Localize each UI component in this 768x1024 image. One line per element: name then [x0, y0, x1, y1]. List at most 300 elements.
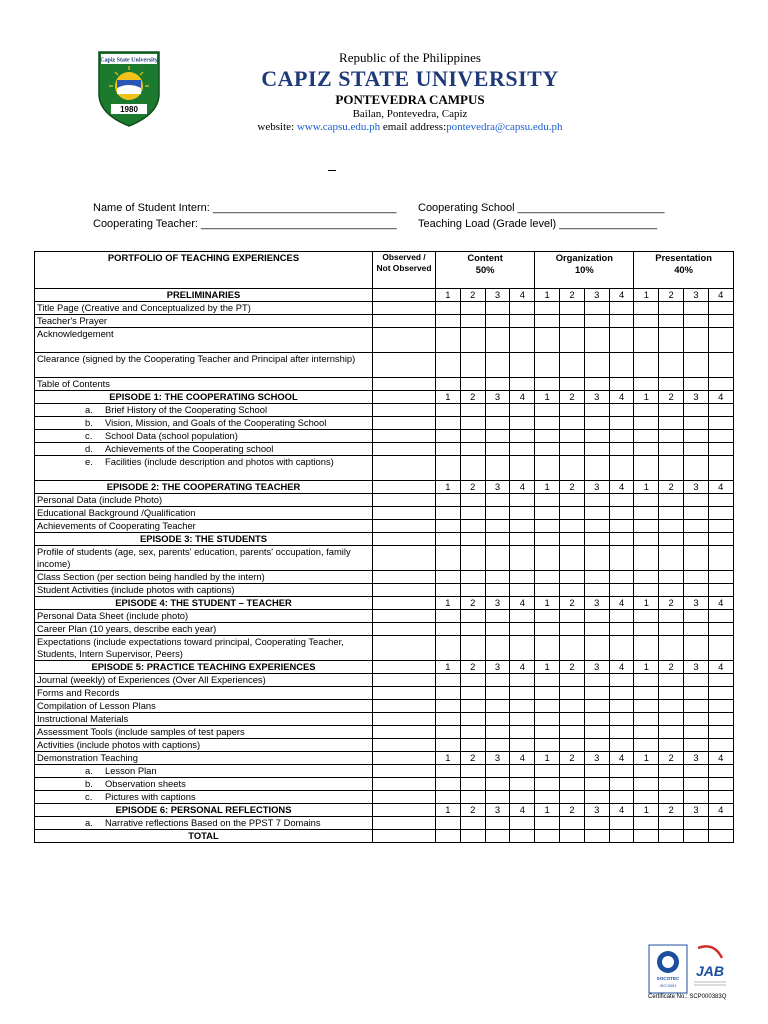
score-cell[interactable] [485, 443, 510, 456]
score-cell[interactable] [609, 791, 634, 804]
score-cell[interactable] [510, 584, 535, 597]
score-cell[interactable] [560, 507, 585, 520]
score-cell[interactable] [708, 546, 733, 571]
score-cell[interactable] [485, 778, 510, 791]
score-cell[interactable] [460, 571, 485, 584]
score-cell[interactable] [460, 830, 485, 843]
observed-cell[interactable] [373, 302, 436, 315]
observed-cell[interactable] [373, 507, 436, 520]
score-cell[interactable] [584, 830, 609, 843]
score-cell[interactable] [560, 571, 585, 584]
score-cell[interactable] [684, 533, 709, 546]
observed-cell[interactable] [373, 378, 436, 391]
score-cell[interactable] [634, 739, 659, 752]
score-cell[interactable] [560, 533, 585, 546]
score-cell[interactable] [535, 713, 560, 726]
score-cell[interactable] [634, 687, 659, 700]
observed-cell[interactable] [373, 494, 436, 507]
score-cell[interactable] [560, 726, 585, 739]
score-cell[interactable] [436, 520, 461, 533]
score-cell[interactable] [584, 315, 609, 328]
cooperating-school-field[interactable]: Cooperating School ________________________ [418, 202, 665, 214]
score-cell[interactable] [460, 546, 485, 571]
score-cell[interactable] [634, 571, 659, 584]
score-cell[interactable] [609, 507, 634, 520]
website-link[interactable]: www.capsu.edu.ph [296, 121, 381, 133]
score-cell[interactable] [609, 687, 634, 700]
score-cell[interactable] [560, 443, 585, 456]
score-cell[interactable] [708, 791, 733, 804]
score-cell[interactable] [560, 546, 585, 571]
observed-cell[interactable] [373, 597, 436, 610]
score-cell[interactable] [584, 726, 609, 739]
score-cell[interactable] [460, 302, 485, 315]
score-cell[interactable] [460, 778, 485, 791]
score-cell[interactable] [584, 674, 609, 687]
score-cell[interactable] [584, 791, 609, 804]
score-cell[interactable] [684, 713, 709, 726]
score-cell[interactable] [485, 546, 510, 571]
score-cell[interactable] [659, 584, 684, 597]
score-cell[interactable] [708, 817, 733, 830]
observed-cell[interactable] [373, 817, 436, 830]
score-cell[interactable] [510, 404, 535, 417]
score-cell[interactable] [485, 636, 510, 661]
score-cell[interactable] [659, 636, 684, 661]
score-cell[interactable] [485, 315, 510, 328]
score-cell[interactable] [560, 456, 585, 481]
score-cell[interactable] [609, 546, 634, 571]
score-cell[interactable] [609, 494, 634, 507]
score-cell[interactable] [460, 533, 485, 546]
score-cell[interactable] [708, 610, 733, 623]
score-cell[interactable] [560, 778, 585, 791]
observed-cell[interactable] [373, 571, 436, 584]
score-cell[interactable] [436, 739, 461, 752]
score-cell[interactable] [460, 315, 485, 328]
score-cell[interactable] [684, 791, 709, 804]
score-cell[interactable] [659, 778, 684, 791]
score-cell[interactable] [460, 739, 485, 752]
score-cell[interactable] [560, 700, 585, 713]
observed-cell[interactable] [373, 315, 436, 328]
score-cell[interactable] [684, 520, 709, 533]
score-cell[interactable] [436, 817, 461, 830]
score-cell[interactable] [659, 533, 684, 546]
score-cell[interactable] [436, 378, 461, 391]
score-cell[interactable] [659, 353, 684, 378]
score-cell[interactable] [584, 378, 609, 391]
score-cell[interactable] [485, 353, 510, 378]
score-cell[interactable] [535, 315, 560, 328]
score-cell[interactable] [510, 494, 535, 507]
score-cell[interactable] [584, 507, 609, 520]
score-cell[interactable] [510, 687, 535, 700]
score-cell[interactable] [535, 494, 560, 507]
score-cell[interactable] [535, 778, 560, 791]
score-cell[interactable] [535, 520, 560, 533]
score-cell[interactable] [659, 726, 684, 739]
score-cell[interactable] [485, 533, 510, 546]
score-cell[interactable] [708, 443, 733, 456]
score-cell[interactable] [634, 443, 659, 456]
score-cell[interactable] [684, 571, 709, 584]
score-cell[interactable] [684, 700, 709, 713]
score-cell[interactable] [609, 456, 634, 481]
observed-cell[interactable] [373, 674, 436, 687]
score-cell[interactable] [460, 520, 485, 533]
score-cell[interactable] [584, 430, 609, 443]
score-cell[interactable] [535, 687, 560, 700]
score-cell[interactable] [510, 328, 535, 353]
score-cell[interactable] [485, 404, 510, 417]
score-cell[interactable] [684, 494, 709, 507]
score-cell[interactable] [560, 830, 585, 843]
score-cell[interactable] [708, 494, 733, 507]
score-cell[interactable] [535, 417, 560, 430]
score-cell[interactable] [684, 636, 709, 661]
score-cell[interactable] [684, 443, 709, 456]
score-cell[interactable] [510, 817, 535, 830]
score-cell[interactable] [684, 315, 709, 328]
score-cell[interactable] [510, 430, 535, 443]
score-cell[interactable] [634, 520, 659, 533]
observed-cell[interactable] [373, 778, 436, 791]
observed-cell[interactable] [373, 417, 436, 430]
score-cell[interactable] [510, 456, 535, 481]
score-cell[interactable] [708, 507, 733, 520]
score-cell[interactable] [436, 328, 461, 353]
score-cell[interactable] [560, 817, 585, 830]
score-cell[interactable] [634, 494, 659, 507]
score-cell[interactable] [659, 687, 684, 700]
score-cell[interactable] [609, 302, 634, 315]
observed-cell[interactable] [373, 726, 436, 739]
score-cell[interactable] [659, 830, 684, 843]
score-cell[interactable] [485, 494, 510, 507]
score-cell[interactable] [708, 404, 733, 417]
score-cell[interactable] [535, 739, 560, 752]
score-cell[interactable] [584, 302, 609, 315]
score-cell[interactable] [684, 726, 709, 739]
score-cell[interactable] [584, 328, 609, 353]
score-cell[interactable] [560, 378, 585, 391]
score-cell[interactable] [485, 456, 510, 481]
score-cell[interactable] [485, 378, 510, 391]
score-cell[interactable] [659, 700, 684, 713]
score-cell[interactable] [708, 739, 733, 752]
score-cell[interactable] [485, 623, 510, 636]
score-cell[interactable] [684, 623, 709, 636]
score-cell[interactable] [708, 328, 733, 353]
score-cell[interactable] [485, 571, 510, 584]
score-cell[interactable] [684, 584, 709, 597]
score-cell[interactable] [708, 456, 733, 481]
score-cell[interactable] [659, 507, 684, 520]
score-cell[interactable] [584, 817, 609, 830]
score-cell[interactable] [708, 636, 733, 661]
score-cell[interactable] [560, 674, 585, 687]
score-cell[interactable] [485, 791, 510, 804]
score-cell[interactable] [510, 302, 535, 315]
score-cell[interactable] [584, 713, 609, 726]
score-cell[interactable] [510, 533, 535, 546]
observed-cell[interactable] [373, 791, 436, 804]
score-cell[interactable] [609, 571, 634, 584]
score-cell[interactable] [560, 494, 585, 507]
score-cell[interactable] [510, 726, 535, 739]
score-cell[interactable] [485, 726, 510, 739]
observed-cell[interactable] [373, 328, 436, 353]
score-cell[interactable] [609, 443, 634, 456]
score-cell[interactable] [436, 353, 461, 378]
observed-cell[interactable] [373, 353, 436, 378]
score-cell[interactable] [659, 302, 684, 315]
observed-cell[interactable] [373, 443, 436, 456]
score-cell[interactable] [659, 430, 684, 443]
score-cell[interactable] [684, 404, 709, 417]
score-cell[interactable] [560, 610, 585, 623]
score-cell[interactable] [436, 302, 461, 315]
score-cell[interactable] [560, 328, 585, 353]
score-cell[interactable] [535, 726, 560, 739]
score-cell[interactable] [460, 623, 485, 636]
score-cell[interactable] [584, 584, 609, 597]
score-cell[interactable] [560, 791, 585, 804]
observed-cell[interactable] [373, 404, 436, 417]
score-cell[interactable] [634, 302, 659, 315]
score-cell[interactable] [634, 713, 659, 726]
score-cell[interactable] [535, 533, 560, 546]
score-cell[interactable] [584, 636, 609, 661]
score-cell[interactable] [535, 546, 560, 571]
score-cell[interactable] [436, 674, 461, 687]
score-cell[interactable] [609, 584, 634, 597]
score-cell[interactable] [659, 328, 684, 353]
score-cell[interactable] [436, 404, 461, 417]
score-cell[interactable] [460, 443, 485, 456]
score-cell[interactable] [659, 456, 684, 481]
score-cell[interactable] [560, 417, 585, 430]
score-cell[interactable] [609, 430, 634, 443]
score-cell[interactable] [684, 546, 709, 571]
score-cell[interactable] [659, 417, 684, 430]
score-cell[interactable] [436, 687, 461, 700]
score-cell[interactable] [485, 430, 510, 443]
score-cell[interactable] [560, 636, 585, 661]
score-cell[interactable] [609, 533, 634, 546]
score-cell[interactable] [659, 817, 684, 830]
score-cell[interactable] [560, 520, 585, 533]
score-cell[interactable] [634, 533, 659, 546]
score-cell[interactable] [684, 378, 709, 391]
score-cell[interactable] [684, 507, 709, 520]
score-cell[interactable] [436, 713, 461, 726]
score-cell[interactable] [436, 507, 461, 520]
score-cell[interactable] [460, 713, 485, 726]
score-cell[interactable] [634, 765, 659, 778]
score-cell[interactable] [510, 378, 535, 391]
score-cell[interactable] [584, 546, 609, 571]
score-cell[interactable] [609, 765, 634, 778]
score-cell[interactable] [684, 817, 709, 830]
observed-cell[interactable] [373, 830, 436, 843]
score-cell[interactable] [436, 430, 461, 443]
score-cell[interactable] [560, 765, 585, 778]
score-cell[interactable] [609, 726, 634, 739]
score-cell[interactable] [535, 571, 560, 584]
score-cell[interactable] [460, 417, 485, 430]
score-cell[interactable] [584, 404, 609, 417]
score-cell[interactable] [535, 765, 560, 778]
score-cell[interactable] [460, 456, 485, 481]
score-cell[interactable] [510, 417, 535, 430]
score-cell[interactable] [634, 315, 659, 328]
score-cell[interactable] [510, 713, 535, 726]
observed-cell[interactable] [373, 713, 436, 726]
observed-cell[interactable] [373, 661, 436, 674]
score-cell[interactable] [460, 791, 485, 804]
score-cell[interactable] [708, 584, 733, 597]
observed-cell[interactable] [373, 700, 436, 713]
score-cell[interactable] [560, 623, 585, 636]
score-cell[interactable] [634, 700, 659, 713]
score-cell[interactable] [584, 700, 609, 713]
score-cell[interactable] [584, 533, 609, 546]
score-cell[interactable] [659, 571, 684, 584]
score-cell[interactable] [460, 674, 485, 687]
score-cell[interactable] [510, 610, 535, 623]
score-cell[interactable] [535, 456, 560, 481]
observed-cell[interactable] [373, 804, 436, 817]
score-cell[interactable] [436, 623, 461, 636]
score-cell[interactable] [436, 571, 461, 584]
score-cell[interactable] [609, 353, 634, 378]
score-cell[interactable] [659, 378, 684, 391]
score-cell[interactable] [510, 623, 535, 636]
observed-cell[interactable] [373, 752, 436, 765]
teaching-load-field[interactable]: Teaching Load (Grade level) ________________ [418, 218, 658, 230]
score-cell[interactable] [560, 353, 585, 378]
score-cell[interactable] [609, 315, 634, 328]
observed-cell[interactable] [373, 636, 436, 661]
score-cell[interactable] [684, 302, 709, 315]
score-cell[interactable] [460, 687, 485, 700]
score-cell[interactable] [634, 328, 659, 353]
score-cell[interactable] [436, 443, 461, 456]
score-cell[interactable] [609, 713, 634, 726]
score-cell[interactable] [584, 417, 609, 430]
observed-cell[interactable] [373, 520, 436, 533]
score-cell[interactable] [485, 713, 510, 726]
score-cell[interactable] [634, 404, 659, 417]
observed-cell[interactable] [373, 533, 436, 546]
score-cell[interactable] [460, 636, 485, 661]
score-cell[interactable] [708, 623, 733, 636]
score-cell[interactable] [659, 546, 684, 571]
score-cell[interactable] [485, 417, 510, 430]
score-cell[interactable] [510, 507, 535, 520]
score-cell[interactable] [584, 778, 609, 791]
score-cell[interactable] [609, 520, 634, 533]
score-cell[interactable] [535, 584, 560, 597]
score-cell[interactable] [460, 328, 485, 353]
observed-cell[interactable] [373, 289, 436, 302]
score-cell[interactable] [510, 765, 535, 778]
score-cell[interactable] [535, 302, 560, 315]
score-cell[interactable] [708, 378, 733, 391]
score-cell[interactable] [510, 636, 535, 661]
score-cell[interactable] [535, 404, 560, 417]
score-cell[interactable] [659, 713, 684, 726]
score-cell[interactable] [684, 610, 709, 623]
score-cell[interactable] [510, 700, 535, 713]
score-cell[interactable] [634, 610, 659, 623]
score-cell[interactable] [560, 739, 585, 752]
score-cell[interactable] [708, 778, 733, 791]
score-cell[interactable] [584, 520, 609, 533]
score-cell[interactable] [708, 830, 733, 843]
observed-cell[interactable] [373, 687, 436, 700]
score-cell[interactable] [609, 830, 634, 843]
score-cell[interactable] [634, 430, 659, 443]
score-cell[interactable] [659, 404, 684, 417]
score-cell[interactable] [510, 520, 535, 533]
score-cell[interactable] [684, 674, 709, 687]
score-cell[interactable] [485, 687, 510, 700]
score-cell[interactable] [708, 726, 733, 739]
score-cell[interactable] [659, 623, 684, 636]
score-cell[interactable] [708, 302, 733, 315]
score-cell[interactable] [584, 456, 609, 481]
score-cell[interactable] [584, 765, 609, 778]
score-cell[interactable] [460, 353, 485, 378]
email-link[interactable]: pontevedra@capsu.edu.ph [446, 121, 563, 133]
score-cell[interactable] [460, 817, 485, 830]
score-cell[interactable] [510, 778, 535, 791]
score-cell[interactable] [659, 520, 684, 533]
score-cell[interactable] [634, 778, 659, 791]
score-cell[interactable] [609, 636, 634, 661]
score-cell[interactable] [609, 817, 634, 830]
score-cell[interactable] [485, 765, 510, 778]
score-cell[interactable] [634, 674, 659, 687]
score-cell[interactable] [535, 430, 560, 443]
score-cell[interactable] [634, 817, 659, 830]
score-cell[interactable] [659, 765, 684, 778]
score-cell[interactable] [460, 700, 485, 713]
score-cell[interactable] [460, 507, 485, 520]
score-cell[interactable] [659, 739, 684, 752]
observed-cell[interactable] [373, 610, 436, 623]
score-cell[interactable] [708, 417, 733, 430]
score-cell[interactable] [708, 674, 733, 687]
score-cell[interactable] [584, 494, 609, 507]
score-cell[interactable] [460, 610, 485, 623]
score-cell[interactable] [634, 507, 659, 520]
score-cell[interactable] [609, 378, 634, 391]
score-cell[interactable] [510, 791, 535, 804]
score-cell[interactable] [708, 687, 733, 700]
score-cell[interactable] [708, 713, 733, 726]
score-cell[interactable] [460, 494, 485, 507]
score-cell[interactable] [485, 739, 510, 752]
score-cell[interactable] [684, 739, 709, 752]
score-cell[interactable] [684, 430, 709, 443]
observed-cell[interactable] [373, 739, 436, 752]
score-cell[interactable] [436, 765, 461, 778]
score-cell[interactable] [684, 328, 709, 353]
